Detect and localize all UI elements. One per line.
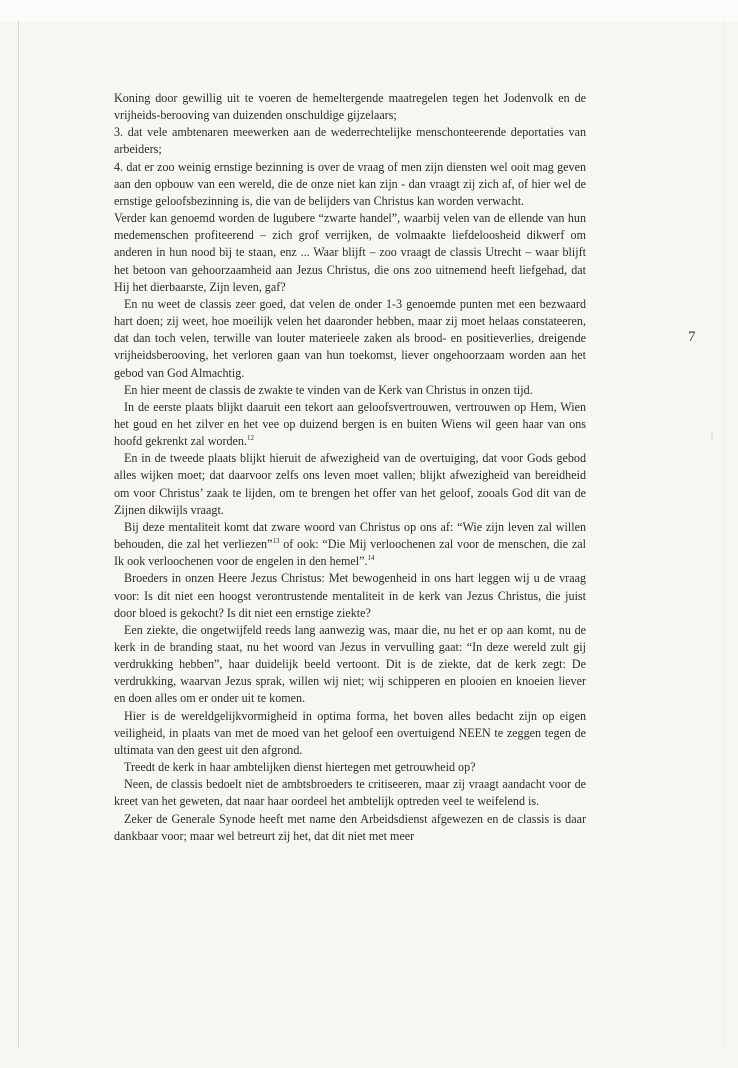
paragraph: Broeders in onzen Heere Jezus Christus: Met bewogenheid in ons hart leggen wij u de vraag voor: Is dit niet een hoogst verontrustende mentaliteit in de kerk van Jezus Christus, die juist door bloed is gekocht? Is dit niet een ernstige ziekte? [114, 571, 586, 620]
paragraph: 4. dat er zoo weinig ernstige bezinning is over de vraag of men zijn diensten wel ooit mag geven aan den opbouw van een wereld, die de onze niet kan zijn - dan vraagt zij zich af, of hier wel de ernstige geloofsbezinning is, die van de belijders van Christus kan worden verwacht. [114, 159, 586, 208]
paragraph: En in de tweede plaats blijkt hieruit de afwezigheid van de overtuiging, dat voor Gods gebod alles wijken moet; dat daarvoor zelfs ons leven moet vallen; blijkt afwezigheid van bereidheid om voor Christus’ zaak te lijden, om te brengen het offer van het geloof, zooals God dit van de Zijnen dikwijls vraagt. [114, 451, 586, 517]
footnote-marker: 12 [246, 434, 254, 443]
footnote-marker: 13 [272, 537, 280, 546]
paragraph: Een ziekte, die ongetwijfeld reeds lang aanwezig was, maar die, nu het er op aan komt, nu de kerk in de branding staat, nu het woord van Jezus in vervulling gaat: “In deze wereld zult gij verdrukking hebben”, haar duidelijk beeld vertoont. Dit is de ziekte, dat de kerk zegt: De verdrukking, waarvan Jezus sprak, willen wij niet; wij schipperen en plooien en knoeien liever en doen alles om er onder uit te komen. [114, 622, 586, 706]
paragraph-text: of ook: “Die Mij verloochenen zal voor de menschen, die zal Ik ook verloochenen voor de engelen in den hemel”. [114, 537, 586, 569]
page-top-margin [0, 0, 738, 22]
body-text [114, 90, 586, 845]
paragraph: Koning door gewillig uit te voeren de hemeltergende maatregelen tegen het Jodenvolk en de vrijheids-berooving van duizenden onschuldige gijzelaars; [114, 91, 586, 123]
paragraph: En nu weet de classis zeer goed, dat velen de onder 1-3 genoemde punten met een bezwaard hart doen; zij weet, hoe moeilijk velen het daaronder hebben, maar zij moet helaas constateeren, dat dan toch velen, terwille van louter materieele zaken als brood- en positieverlies, dreigende vrijheidsberooving, het verloren gaan van hun toekomst, liever ongehoorzaam worden aan het gebod van God Almachtig. [114, 296, 586, 380]
paragraph: Neen, de classis bedoelt niet de ambtsbroeders te critiseeren, maar zij vraagt aandacht voor de kreet van het geweten, dat naar haar oordeel het ambtelijk optreden veel te weifelend is. [114, 777, 586, 809]
paragraph-text: Bij deze mentaliteit komt dat zware woord van Christus op ons af: “Wie zijn leven zal willen behouden, die zal het verliezen” [114, 519, 586, 552]
page-number: 7 [688, 329, 696, 345]
binding-edge [18, 20, 19, 1048]
paragraph: Treedt de kerk in haar ambtelijken dienst hiertegen met getrouwheid op? [124, 760, 476, 775]
paper-speck [711, 432, 713, 439]
paragraph [114, 399, 586, 450]
paragraph-text: In de eerste plaats blijkt daaruit een tekort aan geloofsvertrouwen, vertrouwen op Hem, Wien het goud en het zilver en het vee op duizend bergen is en buiten Wiens wil geen haar van ons hoofd gekrenkt zal worden. [114, 399, 586, 449]
paragraph: En hier meent de classis de zwakte te vinden van de Kerk van Christus in onzen tijd. [124, 382, 533, 397]
paragraph: Verder kan genoemd worden de lugubere “zwarte handel”, waarbij velen van de ellende van hun medemenschen profiteerend – zich grof verrijken, de volmaakte liefdeloosheid dikwerf om anderen in hun nood bij te staan, enz ... Waar blijft – zoo vraagt de classis Utrecht – waar blijft het betoon van gehoorzaamheid aan Jezus Christus, die ons zoo uitnemend heeft liefgehad, dat Hij het dierbaarste, Zijn leven, gaf? [114, 211, 586, 294]
footnote-marker: 14 [367, 554, 375, 563]
paragraph: 3. dat vele ambtenaren meewerken aan de wederrechtelijke menschonteerende deportaties van arbeiders; [114, 125, 586, 157]
paragraph: Hier is de wereldgelijkvormigheid in optima forma, het boven alles bedacht zijn op eigen veiligheid, in plaats van met de moed van het geloof een overtuigend NEEN te zeggen tegen de ultimata van den geest uit den afgrond. [114, 708, 586, 757]
page-edge [724, 20, 725, 1048]
paragraph: Zeker de Generale Synode heeft met name den Arbeidsdienst afgewezen en de classis is daar dankbaar voor; maar wel betreurt zij het, dat dit niet met meer [114, 811, 586, 843]
paragraph [114, 519, 586, 570]
